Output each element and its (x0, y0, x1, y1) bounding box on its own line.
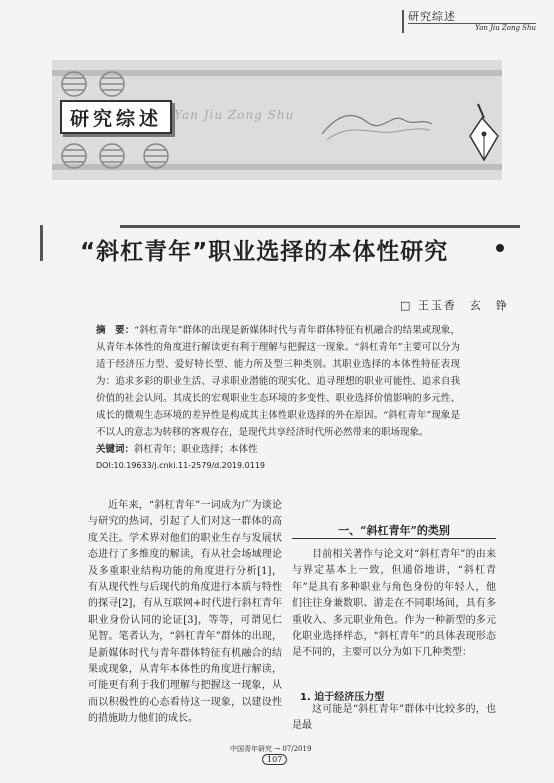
left-column-text: 近年来，“斜杠青年”一词成为广为谈论与研究的热词，引起了人们对这一群体的高度关注。学术界对他们的职业生存与发展状态进行了多维度的解读，有从社会场域理论及多重职业结构功能的角度进行分析[1]，有从现代性与后现代的角度进行本质与特性的探寻[2]，有从互联网+时代进行斜杠青年职业身份认同的论证[3]，等等，可谓见仁见智。笔者认为，“斜杠青年”群体的出现，是新媒体时代与青年群体特征有机融合的结果或现象，从青年本体性的角度进行解读，可能更有利于我们理解与把握这一现象，从而以积极性的心态看待这一现象，以建设性的措施助力他们的成长。 (88, 500, 282, 725)
banner-pinyin: Yan Jiu Zong Shu (174, 108, 295, 122)
subsection-title: 1. 迫于经济压力型 (300, 692, 385, 703)
running-header-title: 研究综述 (408, 10, 456, 23)
pen-nib-icon (470, 104, 498, 160)
keywords (96, 443, 258, 457)
title-rule (40, 225, 43, 261)
right-column-text: 目前相关著作与论文对“斜杠青年”的由来与界定基本上一致，但通俗地讲，“斜杠青年”是具有多种职业与角色身份的年轻人，他们往往身兼数职、游走在不同职场间，具有多重收入、多元职业角色。作为一种新型的多元化职业选择样态，“斜杠青年”的具体表现形态是不同的，主要可以分为如下几种类型： (292, 549, 496, 659)
right-column-text-2: 这可能是“斜杠青年”群体中比较多的，也是最 (292, 704, 496, 732)
section-banner (52, 60, 502, 180)
abstract (96, 322, 460, 441)
running-header-pinyin: Yan Jiu Zong Shu (408, 23, 536, 33)
title-rule (120, 225, 520, 228)
doi: DOI:10.19633/j.cnki.11-2579/d.2019.0119 (96, 461, 266, 470)
abstract-label: 摘 要： (96, 325, 135, 336)
footer-journal: 中国青年研究 → 07/2019 (230, 745, 312, 753)
page-number: 107 (262, 754, 287, 765)
section-title: 一、“斜杠青年”的类别 (338, 524, 450, 537)
running-header (402, 10, 536, 33)
title-bullet-icon (496, 244, 504, 252)
banner-label: 研究综述 (60, 100, 172, 134)
article-authors: □ 王玉香 玄 铮 (400, 299, 509, 312)
article-title: “斜杠青年”职业选择的本体性研究 (80, 239, 449, 265)
section-rule (292, 538, 496, 539)
abstract-text: “斜杠青年”群体的出现是新媒体时代与青年群体特征有机融合的结果或现象，从青年本体性的角度进行解读更有利于理解与把握这一现象。“斜杠青年”主要可以分为适于经济压力型、爱好特长型、能力所及型三种类别。其职业选择的本体性特征表现为：追求多彩的职业生活、寻求职业潜能的现实化、追寻理想的职业可能性、追求自我价值的社会认同。其成长的宏观职业生态环境的多变性、职业选择价值影响的多元性、成长的微观生态环境的差异性是构成其主体性职业选择的外在原因。“斜杠青年”现象是不以人的意志为转移的客观存在，是现代共享经济时代所必然带来的职场现象。 (96, 325, 460, 438)
keywords-text: 斜杠青年；职业选择；本体性 (134, 444, 258, 455)
keywords-label: 关键词： (96, 444, 135, 455)
title-frame (40, 225, 520, 273)
